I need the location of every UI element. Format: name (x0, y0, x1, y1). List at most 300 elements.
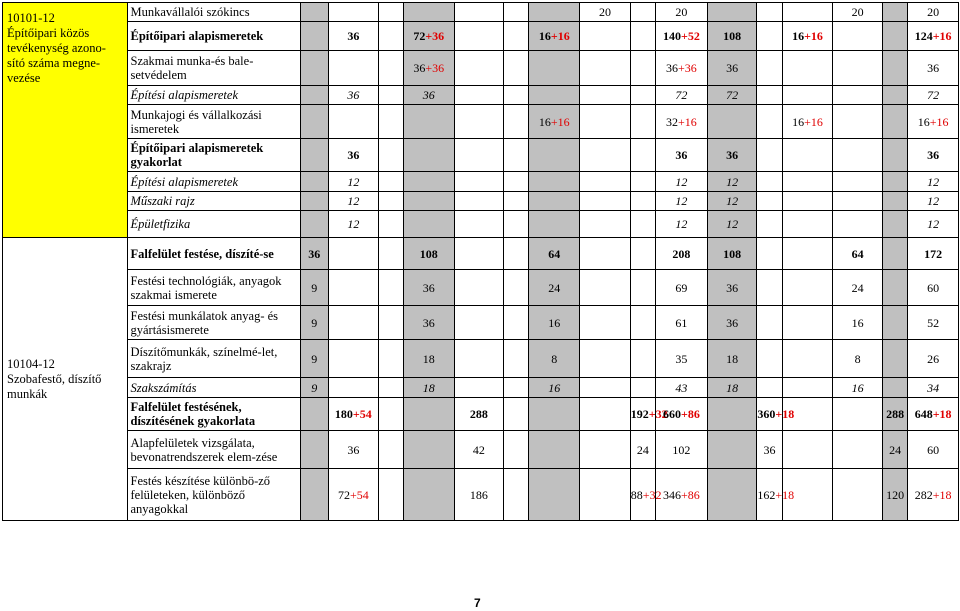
hours-cell (782, 51, 833, 86)
hours-cell (833, 51, 883, 86)
hours-cell: 9 (300, 378, 328, 398)
hours-cell (580, 398, 631, 431)
hours-cell (378, 139, 403, 172)
subject-name: Festési technológiák, anyagok szakmai ismerete (127, 270, 300, 306)
hours-cell (782, 86, 833, 105)
hours-cell (329, 340, 379, 378)
table-row (3, 139, 959, 172)
hours-cell: 18 (403, 378, 454, 398)
hours-cell (882, 105, 907, 139)
hours-cell (329, 378, 379, 398)
hours-cell: 36 (707, 139, 757, 172)
hours-cell (580, 51, 631, 86)
hours-cell (378, 86, 403, 105)
hours-cell (882, 86, 907, 105)
hours-cell (707, 398, 757, 431)
subject-name: Épületfizika (127, 211, 300, 238)
hours-cell (504, 398, 529, 431)
hours-cell: 60 (908, 270, 959, 306)
hours-cell: 36 (707, 306, 757, 340)
hours-cell: 162+18 (757, 469, 782, 521)
hours-cell: 20 (580, 3, 631, 22)
hours-cell: 8 (833, 340, 883, 378)
hours-cell: 180+54 (329, 398, 379, 431)
hours-cell: 36 (403, 306, 454, 340)
hours-cell: 42 (454, 431, 504, 469)
hours-cell: 60 (908, 431, 959, 469)
hours-cell (529, 431, 580, 469)
table-row (3, 3, 959, 22)
table-row (3, 172, 959, 192)
hours-cell: 72 (707, 86, 757, 105)
subject-name: Műszaki rajz (127, 192, 300, 211)
hours-cell: 16 (833, 378, 883, 398)
hours-cell: 72+36 (403, 22, 454, 51)
hours-cell: 64 (833, 238, 883, 270)
hours-cell (580, 306, 631, 340)
hours-cell (757, 340, 782, 378)
hours-cell: 16+16 (529, 105, 580, 139)
table-row (3, 192, 959, 211)
hours-cell (529, 469, 580, 521)
hours-cell (504, 340, 529, 378)
hours-cell (329, 238, 379, 270)
module-name: Építőipari közös tevékenység azono-sító száma megne-vezése (7, 26, 106, 85)
hours-cell (630, 211, 655, 238)
hours-cell (454, 139, 504, 172)
hours-cell: 8 (529, 340, 580, 378)
hours-cell: 102 (656, 431, 708, 469)
hours-cell: 12 (908, 211, 959, 238)
hours-cell (378, 192, 403, 211)
subject-name: Építőipari alapismeretek gyakorlat (127, 139, 300, 172)
hours-cell (630, 306, 655, 340)
hours-cell (403, 431, 454, 469)
hours-cell (630, 172, 655, 192)
hours-cell (378, 51, 403, 86)
hours-cell (378, 340, 403, 378)
hours-cell (580, 340, 631, 378)
hours-cell: 52 (908, 306, 959, 340)
hours-cell (529, 51, 580, 86)
hours-cell (580, 139, 631, 172)
subject-name: Falfelület festése, díszíté-se (127, 238, 300, 270)
hours-cell: 288 (882, 398, 907, 431)
hours-cell: 18 (707, 340, 757, 378)
hours-cell (403, 139, 454, 172)
hours-cell: 36 (403, 270, 454, 306)
hours-cell (300, 105, 328, 139)
hours-cell: 12 (707, 172, 757, 192)
hours-cell (454, 378, 504, 398)
hours-cell: 16+16 (908, 105, 959, 139)
hours-cell (882, 22, 907, 51)
hours-cell: 36 (329, 86, 379, 105)
table-row (3, 211, 959, 238)
hours-cell: 61 (656, 306, 708, 340)
hours-cell (504, 172, 529, 192)
hours-cell (757, 192, 782, 211)
hours-cell (403, 192, 454, 211)
hours-cell: 12 (707, 192, 757, 211)
hours-cell (454, 238, 504, 270)
hours-cell: 192+32 (630, 398, 655, 431)
hours-cell: 108 (707, 22, 757, 51)
hours-cell: 12 (656, 172, 708, 192)
hours-cell (454, 211, 504, 238)
hours-cell (300, 469, 328, 521)
hours-cell (504, 211, 529, 238)
hours-cell (757, 3, 782, 22)
hours-cell: 24 (529, 270, 580, 306)
hours-cell (454, 22, 504, 51)
hours-cell (329, 105, 379, 139)
hours-cell (707, 105, 757, 139)
hours-cell (403, 469, 454, 521)
hours-cell (630, 340, 655, 378)
hours-cell: 12 (329, 172, 379, 192)
hours-cell (504, 22, 529, 51)
hours-cell: 120 (882, 469, 907, 521)
hours-cell: 186 (454, 469, 504, 521)
hours-cell (782, 431, 833, 469)
hours-cell (529, 192, 580, 211)
module-name: Szobafestő, díszítő munkák (7, 371, 102, 401)
table-row (3, 398, 959, 431)
hours-cell (378, 431, 403, 469)
hours-cell: 124+16 (908, 22, 959, 51)
hours-cell: 36 (403, 86, 454, 105)
hours-cell (504, 105, 529, 139)
hours-cell: 34 (908, 378, 959, 398)
hours-cell (454, 340, 504, 378)
hours-cell (300, 192, 328, 211)
hours-cell (378, 172, 403, 192)
hours-cell (630, 378, 655, 398)
hours-cell (504, 270, 529, 306)
hours-cell (403, 172, 454, 192)
subject-name: Díszítőmunkák, színelmé-let, szakrajz (127, 340, 300, 378)
page-number: 7 (474, 596, 481, 610)
hours-cell: 16 (833, 306, 883, 340)
hours-cell: 12 (908, 192, 959, 211)
hours-cell: 72 (908, 86, 959, 105)
hours-cell (529, 398, 580, 431)
table-row (3, 431, 959, 469)
hours-cell (882, 192, 907, 211)
hours-cell: 140+52 (656, 22, 708, 51)
hours-cell (454, 306, 504, 340)
hours-cell (529, 3, 580, 22)
hours-cell (504, 306, 529, 340)
hours-cell (757, 378, 782, 398)
hours-cell (529, 211, 580, 238)
hours-cell (504, 192, 529, 211)
hours-cell (833, 192, 883, 211)
hours-cell: 36 (329, 22, 379, 51)
curriculum-table (2, 2, 959, 521)
hours-cell (630, 86, 655, 105)
hours-cell: 172 (908, 238, 959, 270)
hours-cell (882, 3, 907, 22)
hours-cell (833, 211, 883, 238)
hours-cell (329, 3, 379, 22)
hours-cell (833, 398, 883, 431)
hours-cell (757, 86, 782, 105)
hours-cell (782, 306, 833, 340)
hours-cell (378, 211, 403, 238)
table-row (3, 306, 959, 340)
subject-name: Építési alapismeretek (127, 86, 300, 105)
hours-cell (833, 431, 883, 469)
hours-cell: 9 (300, 340, 328, 378)
hours-cell (782, 270, 833, 306)
subject-name: Festési munkálatok anyag- és gyártásismerete (127, 306, 300, 340)
hours-cell: 346+86 (656, 469, 708, 521)
hours-cell (454, 270, 504, 306)
hours-cell: 208 (656, 238, 708, 270)
hours-cell: 32+16 (656, 105, 708, 139)
table-row (3, 22, 959, 51)
hours-cell (454, 51, 504, 86)
hours-cell (833, 86, 883, 105)
subject-name: Munkajogi és vállalkozási ismeretek (127, 105, 300, 139)
hours-cell: 24 (882, 431, 907, 469)
hours-cell (580, 378, 631, 398)
hours-cell (580, 211, 631, 238)
hours-cell (630, 22, 655, 51)
hours-cell (403, 211, 454, 238)
hours-cell: 43 (656, 378, 708, 398)
hours-cell: 36 (656, 139, 708, 172)
subject-name: Építési alapismeretek (127, 172, 300, 192)
hours-cell (378, 238, 403, 270)
hours-cell (300, 139, 328, 172)
hours-cell: 20 (656, 3, 708, 22)
hours-cell (504, 3, 529, 22)
hours-cell: 24 (833, 270, 883, 306)
hours-cell: 36 (757, 431, 782, 469)
hours-cell (757, 270, 782, 306)
hours-cell (630, 51, 655, 86)
table-row (3, 238, 959, 270)
hours-cell (630, 139, 655, 172)
hours-cell: 360+18 (757, 398, 782, 431)
hours-cell (300, 3, 328, 22)
hours-cell: 36 (908, 51, 959, 86)
hours-cell: 36 (908, 139, 959, 172)
table-row (3, 105, 959, 139)
subject-name: Festés készítése különbö-ző felületeken, különböző anyagokkal (127, 469, 300, 521)
hours-cell: 108 (707, 238, 757, 270)
hours-cell (504, 139, 529, 172)
hours-cell (882, 306, 907, 340)
hours-cell (454, 172, 504, 192)
hours-cell: 26 (908, 340, 959, 378)
hours-cell (529, 139, 580, 172)
hours-cell: 36+36 (403, 51, 454, 86)
module-code: 10101-12 (7, 11, 55, 25)
hours-cell (329, 270, 379, 306)
hours-cell: 12 (329, 192, 379, 211)
hours-cell (529, 172, 580, 192)
hours-cell: 69 (656, 270, 708, 306)
hours-cell: 36 (707, 51, 757, 86)
hours-cell (707, 431, 757, 469)
hours-cell (300, 51, 328, 86)
hours-cell (757, 51, 782, 86)
hours-cell (630, 105, 655, 139)
hours-cell (378, 306, 403, 340)
hours-cell (757, 22, 782, 51)
hours-cell: 36 (300, 238, 328, 270)
hours-cell (782, 238, 833, 270)
hours-cell (882, 238, 907, 270)
hours-cell (782, 139, 833, 172)
hours-cell: 36 (329, 431, 379, 469)
hours-cell: 20 (833, 3, 883, 22)
hours-cell (454, 105, 504, 139)
hours-cell (630, 3, 655, 22)
hours-cell (300, 86, 328, 105)
hours-cell (300, 22, 328, 51)
subject-name: Falfelület festésének, díszítésének gyakorlata (127, 398, 300, 431)
hours-cell (504, 469, 529, 521)
hours-cell (757, 211, 782, 238)
table-row (3, 469, 959, 521)
hours-cell: 18 (707, 378, 757, 398)
table-row (3, 378, 959, 398)
table-row (3, 340, 959, 378)
hours-cell (580, 238, 631, 270)
hours-cell (378, 469, 403, 521)
hours-cell: 16+16 (529, 22, 580, 51)
hours-cell (454, 3, 504, 22)
hours-cell (833, 469, 883, 521)
hours-cell: 72 (656, 86, 708, 105)
hours-cell: 9 (300, 270, 328, 306)
hours-cell (882, 51, 907, 86)
hours-cell (378, 22, 403, 51)
hours-cell (782, 3, 833, 22)
hours-cell (707, 3, 757, 22)
hours-cell (300, 398, 328, 431)
hours-cell (378, 105, 403, 139)
hours-cell (403, 105, 454, 139)
hours-cell (833, 139, 883, 172)
table-row (3, 86, 959, 105)
hours-cell (300, 172, 328, 192)
hours-cell (329, 51, 379, 86)
hours-cell: 72+54 (329, 469, 379, 521)
hours-cell (504, 51, 529, 86)
hours-cell: 9 (300, 306, 328, 340)
hours-cell (782, 211, 833, 238)
hours-cell (882, 139, 907, 172)
hours-cell (757, 238, 782, 270)
hours-cell: 16 (529, 306, 580, 340)
hours-cell (378, 378, 403, 398)
hours-cell (757, 306, 782, 340)
hours-cell (580, 192, 631, 211)
hours-cell: 36 (707, 270, 757, 306)
hours-cell (454, 86, 504, 105)
hours-cell (580, 22, 631, 51)
hours-cell (329, 306, 379, 340)
hours-cell (300, 431, 328, 469)
hours-cell (504, 86, 529, 105)
module-cell (3, 3, 128, 238)
hours-cell: 24 (630, 431, 655, 469)
subject-name: Építőipari alapismeretek (127, 22, 300, 51)
hours-cell: 288 (454, 398, 504, 431)
table-row (3, 51, 959, 86)
module-cell (3, 238, 128, 521)
hours-cell (757, 172, 782, 192)
hours-cell (529, 86, 580, 105)
hours-cell (882, 270, 907, 306)
hours-cell (630, 192, 655, 211)
hours-cell (882, 211, 907, 238)
hours-cell: 16+16 (782, 22, 833, 51)
hours-cell: 108 (403, 238, 454, 270)
hours-cell (707, 469, 757, 521)
hours-cell (504, 238, 529, 270)
hours-cell: 282+18 (908, 469, 959, 521)
hours-cell: 88+32 (630, 469, 655, 521)
hours-cell: 12 (656, 211, 708, 238)
hours-cell: 12 (707, 211, 757, 238)
hours-cell (630, 238, 655, 270)
hours-cell (882, 172, 907, 192)
module-code: 10104-12 (7, 356, 55, 371)
hours-cell (580, 172, 631, 192)
hours-cell (454, 192, 504, 211)
hours-cell (782, 192, 833, 211)
hours-cell (504, 378, 529, 398)
hours-cell: 660+86 (656, 398, 708, 431)
hours-cell (403, 3, 454, 22)
table-row (3, 270, 959, 306)
subject-name: Munkavállalói szókincs (127, 3, 300, 22)
hours-cell (378, 3, 403, 22)
hours-cell: 12 (908, 172, 959, 192)
hours-cell: 12 (329, 211, 379, 238)
hours-cell (580, 86, 631, 105)
hours-cell: 648+18 (908, 398, 959, 431)
hours-cell: 64 (529, 238, 580, 270)
hours-cell: 16+16 (782, 105, 833, 139)
hours-cell (833, 172, 883, 192)
hours-cell (300, 211, 328, 238)
hours-cell: 20 (908, 3, 959, 22)
hours-cell (833, 105, 883, 139)
hours-cell (882, 378, 907, 398)
hours-cell (630, 270, 655, 306)
hours-cell (782, 378, 833, 398)
hours-cell: 36 (329, 139, 379, 172)
hours-cell (580, 105, 631, 139)
hours-cell: 36+36 (656, 51, 708, 86)
hours-cell (833, 22, 883, 51)
hours-cell: 16 (529, 378, 580, 398)
hours-cell (580, 431, 631, 469)
hours-cell (580, 270, 631, 306)
subject-name: Szakszámítás (127, 378, 300, 398)
hours-cell: 18 (403, 340, 454, 378)
hours-cell: 12 (656, 192, 708, 211)
subject-name: Szakmai munka-és bale-setvédelem (127, 51, 300, 86)
